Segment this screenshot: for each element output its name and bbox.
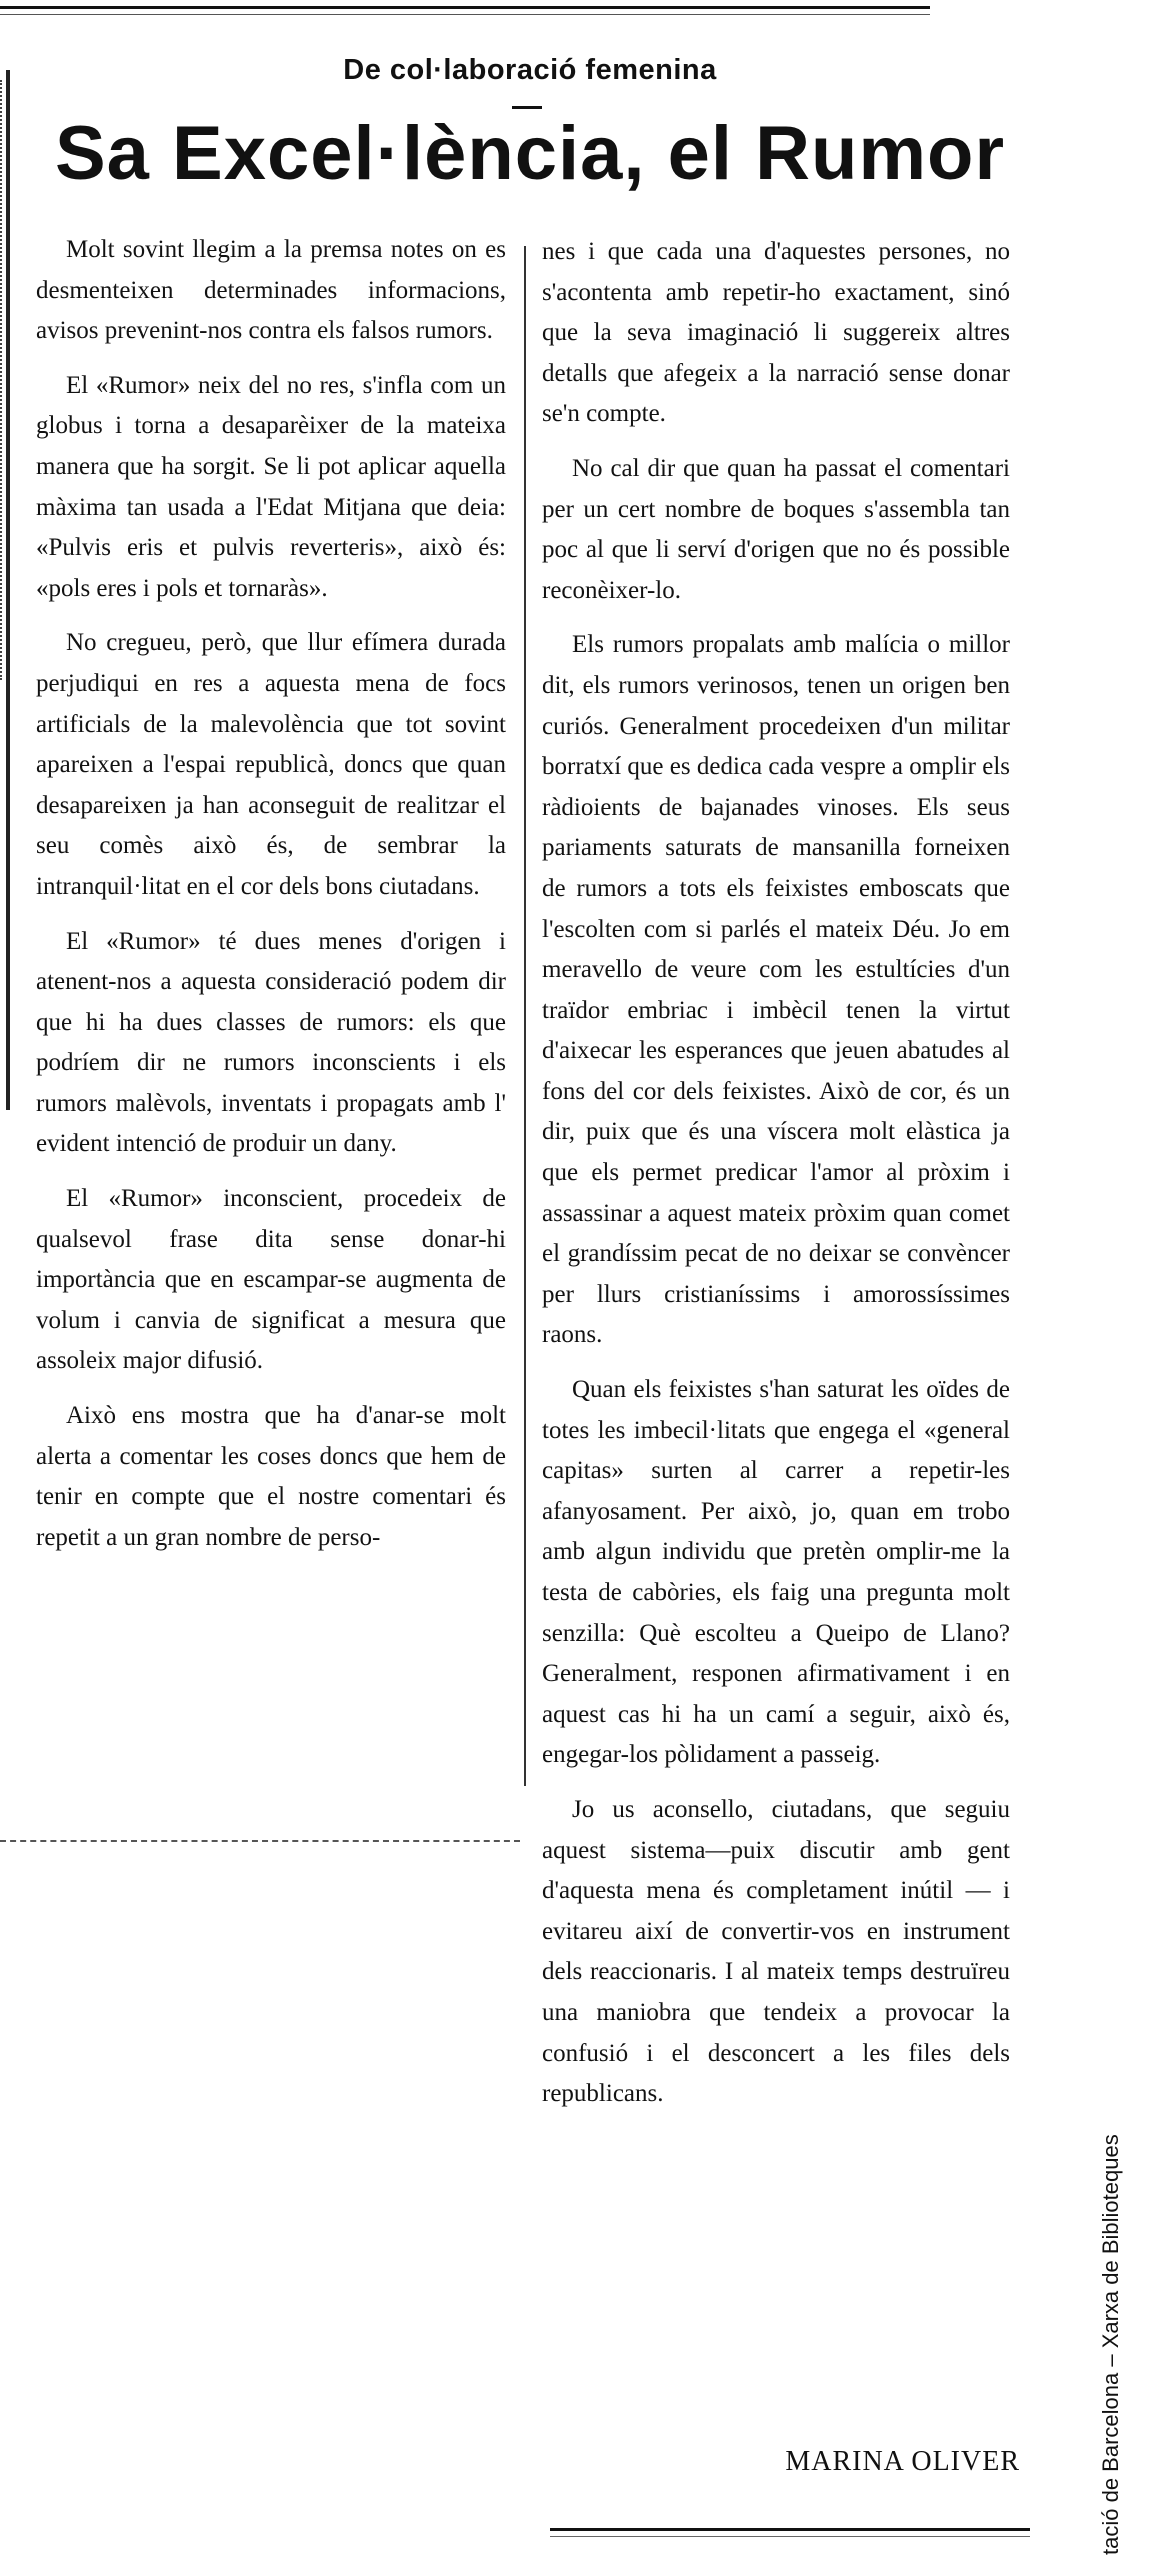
article-kicker: De col·laboració femenina <box>343 54 717 86</box>
top-rule-thin <box>0 14 930 15</box>
paragraph: Els rumors propalats amb malícia o millor dit, els rumors verinosos, tenen un origen ben curiós. Generalment procedeixen d'un militar borratxí que es dedica cada vespre a omplir els ràdioients de bajanades vinoses. Els seus pariaments saturats de mansanilla forneixen de rumors a tots els feixistes emboscats que l'escolten com si parlés el mateix Déu. Jo em meravello de veure com les estultícies d'un traïdor embriac i imbècil tenen la virtut d'aixecar les esperances que jeuen abatudes al fons del cor dels feixistes. Això de cor, és un dir, puix que és una víscera molt elàstica ja que els permet predicar l'amor al pròxim i assassinar a aquest mateix pròxim quan comet el grandíssim pecat de no deixar se convèncer per llurs cristianíssims i amorossíssimes raons. <box>542 631 1010 1349</box>
bottom-rule-thin <box>550 2536 1030 2537</box>
paragraph: No cal dir que quan ha passat el comentari per un cert nombre de boques s'assembla tan poc al que li serví d'origen que no és possible reconèixer-lo. <box>542 454 1010 604</box>
kicker-dash <box>512 106 542 109</box>
paragraph: Quan els feixistes s'han saturat les oïdes de totes les imbecil·litats que engega el «general capitas» surten al carrer a repetir-les afanyosament. Per això, jo, quan em trobo amb algun individu que pretèn omplir-me la testa de cabòries, els faig una pregunta molt senzilla: Què escolteu a Queipo de Llano? Generalment, responen afirmativament i en aquest cas hi ha un camí a seguir, això és, engegar-los pòlidament a passeig. <box>542 1376 1010 1769</box>
paragraph: No cregueu, però, que llur efímera durada perjudiqui en res a aquesta mena de focs artificials de la malevolència que tot sovint apareixen a l'espai republicà, doncs que quan desapareixen ja han aconseguit de realitzar el seu comès això és, de sembrar la intranquil·litat en el cor dels bons ciutadans. <box>36 629 506 900</box>
column-divider <box>524 246 526 1786</box>
left-column <box>36 230 506 1572</box>
right-column <box>542 232 1010 2129</box>
left-bottom-rule <box>0 1840 520 1842</box>
paragraph: nes i que cada una d'aquestes persones, no s'acontenta amb repetir-ho exactament, sinó que la seva imaginació li suggereix altres detalls que afegeix a la narració sense donar se'n compte. <box>542 238 1010 428</box>
article-title: Sa Excel·lència, el Rumor <box>54 111 1006 196</box>
paragraph: Jo us aconsello, ciutadans, que seguiu aquest sistema—puix discutir amb gent d'aquesta mena és completament inútil — i evitareu així de convertir-vos en instrument dels reaccionaris. I al mateix temps destruïreu una maniobra que tendeix a provocar la confusió i el desconcert a les files dels republicans. <box>542 1795 1010 2108</box>
paragraph: Això ens mostra que ha d'anar-se molt alerta a comentar les coses doncs que hem de tenir en compte que el nostre comentari és repetit a un gran nombre de perso- <box>36 1402 506 1551</box>
paragraph: El «Rumor» té dues menes d'origen i atenent-nos a aquesta consideració podem dir que hi ha dues classes de rumors: els que podríem dir ne rumors inconscients i els rumors malèvols, inventats i propagats amb l' evident intenció de produir un dany. <box>36 927 506 1158</box>
archive-watermark: tació de Barcelona – Xarxa de Biblioteques <box>1098 2134 1123 2555</box>
bottom-rule <box>550 2528 1030 2531</box>
paragraph: El «Rumor» neix del no res, s'infla com un globus i torna a desaparèixer de la mateixa manera que ha sorgit. Se li pot aplicar aquella màxima tan usada a l'Edat Mitjana que deia: «Pulvis eris et pulvis reverteris», això és: «pols eres i pols et tornaràs». <box>36 371 506 602</box>
top-rule <box>0 6 930 9</box>
author-signature: MARINA OLIVER <box>785 2446 1020 2477</box>
paragraph: Molt sovint llegim a la premsa notes on es desmenteixen determinades informacions, avisos prevenint-nos contra els falsos rumors. <box>36 236 506 345</box>
paragraph: El «Rumor» inconscient, procedeix de qualsevol frase dita sense donar-hi importància que en escampar-se augmenta de volum i canvia de significat a mesura que assoleix major difusió. <box>36 1185 506 1375</box>
